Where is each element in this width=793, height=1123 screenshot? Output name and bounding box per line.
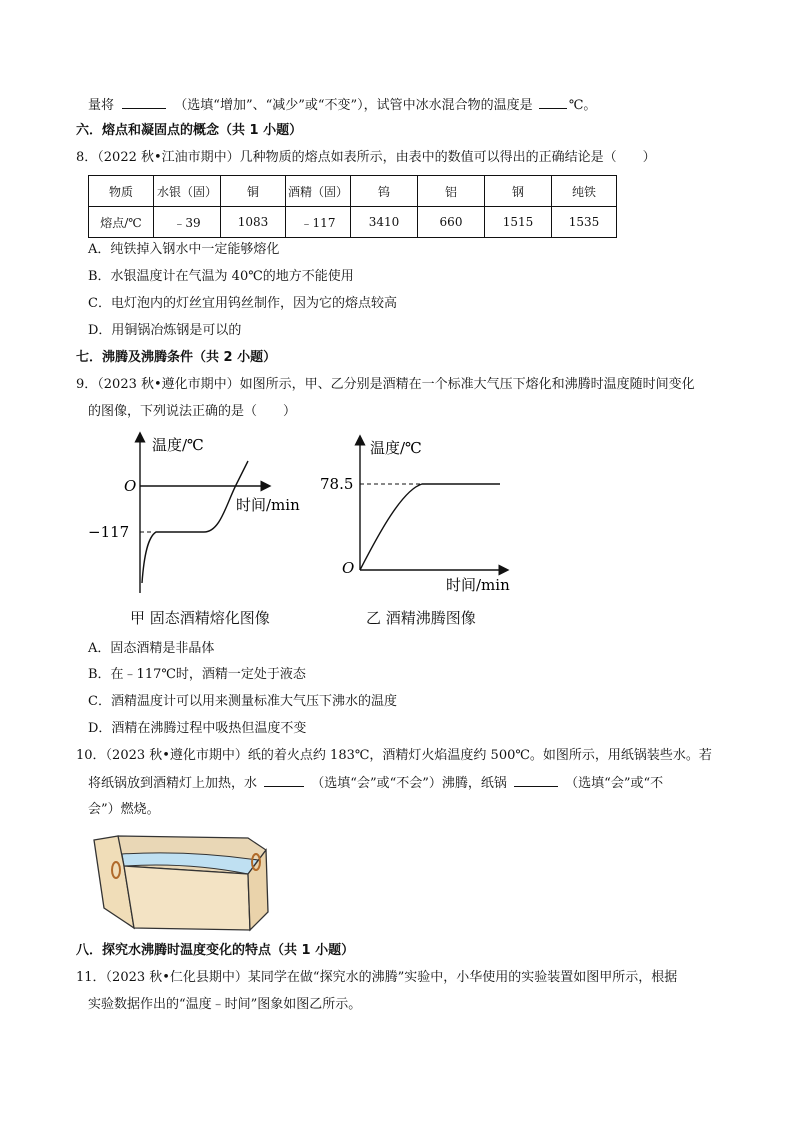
boiling-curve [360,484,500,570]
table-cell: 钢 [485,176,552,207]
y-axis-label: 温度/℃ [370,439,422,457]
table-row [89,207,617,238]
q7-mid: （选填“增加”、“减少”或“不变”），试管中冰水混合物的温度是 [174,98,533,113]
answer-blank [122,96,166,109]
y-tick-label: −117 [88,523,130,541]
question-stem: 实验数据作出的“温度﹣时间”图象如图乙所示。 [88,997,362,1012]
question-stem: 的图像，下列说法正确的是（ ） [88,404,297,419]
question-stem: 9．（2023 秋•遵化市期中）如图所示，甲、乙分别是酒精在一个标准大气压下熔化和沸腾时温度随时间变化 [76,377,695,392]
section-heading: 六．熔点和凝固点的概念（共 1 小题） [76,123,303,138]
option: B．在﹣117℃时，酒精一定处于液态 [88,667,306,682]
table-cell: 酒精（固） [286,176,351,207]
table-cell: 纯铁 [552,176,617,207]
y-axis-label: 温度/℃ [152,436,204,454]
x-axis-label: 时间/min [236,496,300,514]
q10-text: （选填“会”或“不 [565,776,664,791]
q10-text: 将纸锅放到酒精灯上加热，水 [88,776,258,791]
table-cell: 铝 [418,176,485,207]
table-cell: 熔点/℃ [89,207,154,238]
answer-blank [539,96,567,109]
table-cell: 1515 [485,207,552,238]
section-heading: 七．沸腾及沸腾条件（共 2 小题） [76,350,277,365]
option: C．酒精温度计可以用来测量标准大气压下沸水的温度 [88,694,397,709]
boiling-graph [318,430,538,600]
table-cell: 3410 [351,207,418,238]
q7-prefix: 量将 [88,98,115,113]
table-row [89,176,617,207]
x-axis-label: 时间/min [446,576,510,594]
table-cell: 660 [418,207,485,238]
question-stem: 会”）燃烧。 [88,802,160,817]
table-cell: 1083 [221,207,286,238]
question-stem: 8．（2022 秋•江油市期中）几种物质的熔点如表所示，由表中的数值可以得出的正确结论是（ ） [76,150,656,165]
y-tick-label: 78.5 [320,475,354,493]
answer-blank [514,774,558,787]
origin-label: O [124,477,137,495]
question-stem: 11．（2023 秋•仁化县期中）某同学在做“探究水的沸腾”实验中，小华使用的实验装置如图甲所示，根据 [76,970,678,985]
option: A．纯铁掉入钢水中一定能够熔化 [88,242,280,257]
option: D．酒精在沸腾过程中吸热但温度不变 [88,721,307,736]
table-cell: 钨 [351,176,418,207]
option: B．水银温度计在气温为 40℃的地方不能使用 [88,269,354,284]
section-heading: 八．探究水沸腾时温度变化的特点（共 1 小题） [76,943,355,958]
option: D．用铜锅冶炼钢是可以的 [88,323,242,338]
table-cell: 物质 [89,176,154,207]
melting-point-table [88,175,617,238]
melting-graph [86,425,316,605]
table-cell: 铜 [221,176,286,207]
melting-curve [142,461,248,583]
q7-suffix: ℃。 [568,98,597,113]
option: C．电灯泡内的灯丝宜用钨丝制作，因为它的熔点较高 [88,296,397,311]
question-stem: 10．（2023 秋•遵化市期中）纸的着火点约 183℃，酒精灯火焰温度约 500℃。如图所示，用纸锅装些水。若 [76,748,712,763]
table-cell: ﹣117 [286,207,351,238]
paper-pot-illustration [88,826,278,934]
origin-label: O [342,559,355,577]
option: A．固态酒精是非晶体 [88,641,215,656]
q7-tail [88,96,596,115]
q10-text: （选填“会”或“不会”）沸腾，纸锅 [311,776,507,791]
graph-caption: 甲 固态酒精熔化图像 [130,609,270,627]
question-stem [88,774,663,793]
table-cell: 水银（固） [154,176,221,207]
table-cell: ﹣39 [154,207,221,238]
graph-caption: 乙 酒精沸腾图像 [366,609,476,627]
table-cell: 1535 [552,207,617,238]
answer-blank [264,774,304,787]
